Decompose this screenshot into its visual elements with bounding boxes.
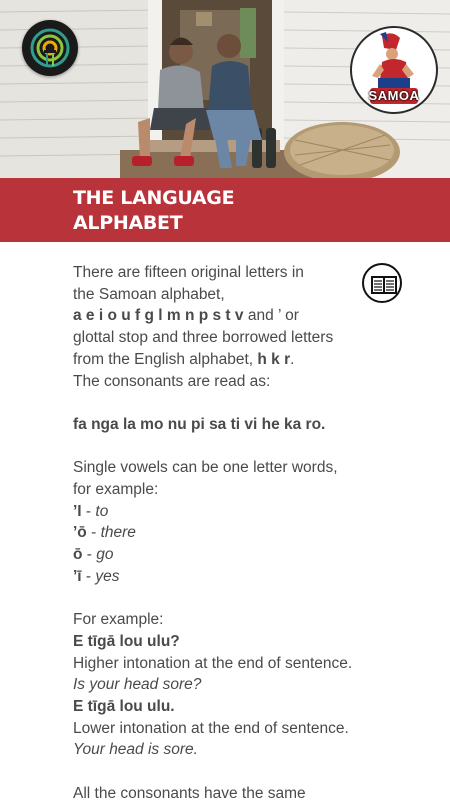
borrowed-end: . [290,350,295,368]
vowel-word-item [73,522,403,544]
vowel-word: ’I [73,502,82,520]
alphabet-line [73,305,403,327]
consonant-note: All the consonants have the same [73,784,306,802]
hero-photo [0,0,450,178]
vowel-meaning: yes [95,567,120,585]
vowel-intro: Single vowels can be one letter words, [73,459,338,477]
example-samoan: E tīgā lou ulu? [73,632,180,650]
vowel-word-item [73,501,403,523]
article-content [73,262,403,805]
page-title-line-2: ALPHABET [73,212,183,234]
example-note: Lower intonation at the end of sentence. [73,719,349,737]
app-logo-icon[interactable] [22,20,78,76]
vowel-word: ’ī [73,567,82,585]
example-english: Your head is sore. [73,741,198,759]
example-samoan: E tīgā lou ulu. [73,698,175,716]
vowel-sep: - [81,567,96,585]
consonant-syllables: fa nga la mo nu pi sa ti vi he ka ro. [73,415,326,433]
intro-line: glottal stop and three borrowed letters [73,329,334,347]
title-banner [0,178,450,242]
intro-line: the Samoan alphabet, [73,285,225,303]
alphabet-letters: a e i o u f g l m n p s t v [73,307,244,325]
vowel-sep: - [86,524,101,542]
vowel-intro: for example: [73,481,159,498]
borrowed-text: from the English alphabet, [73,350,258,368]
vowel-meaning: there [100,524,136,542]
example-heading: For example: [73,611,164,629]
page-title [73,186,234,236]
vowel-meaning: to [95,502,109,520]
intro-line: There are fifteen original letters in [73,264,304,281]
alphabet-tail: and ’ or [243,307,299,325]
example-english: Is your head sore? [73,676,202,694]
vowel-word: ’ō [73,524,87,542]
borrowed-line [73,349,403,371]
intro-line: The consonants are read as: [73,372,271,390]
badge-label: SAMOA [368,88,420,103]
example-note: Higher intonation at the end of sentence. [73,654,353,672]
borrowed-letters: h k r [257,350,291,368]
vowel-word-item [73,566,403,588]
samoa-badge[interactable] [350,26,438,114]
vowel-word: ō [73,546,83,564]
vowel-sep: - [82,546,97,564]
vowel-word-item [73,544,403,566]
vowel-sep: - [81,502,96,520]
page-title-line-1: THE LANGUAGE [73,187,235,209]
vowel-meaning: go [96,546,114,564]
